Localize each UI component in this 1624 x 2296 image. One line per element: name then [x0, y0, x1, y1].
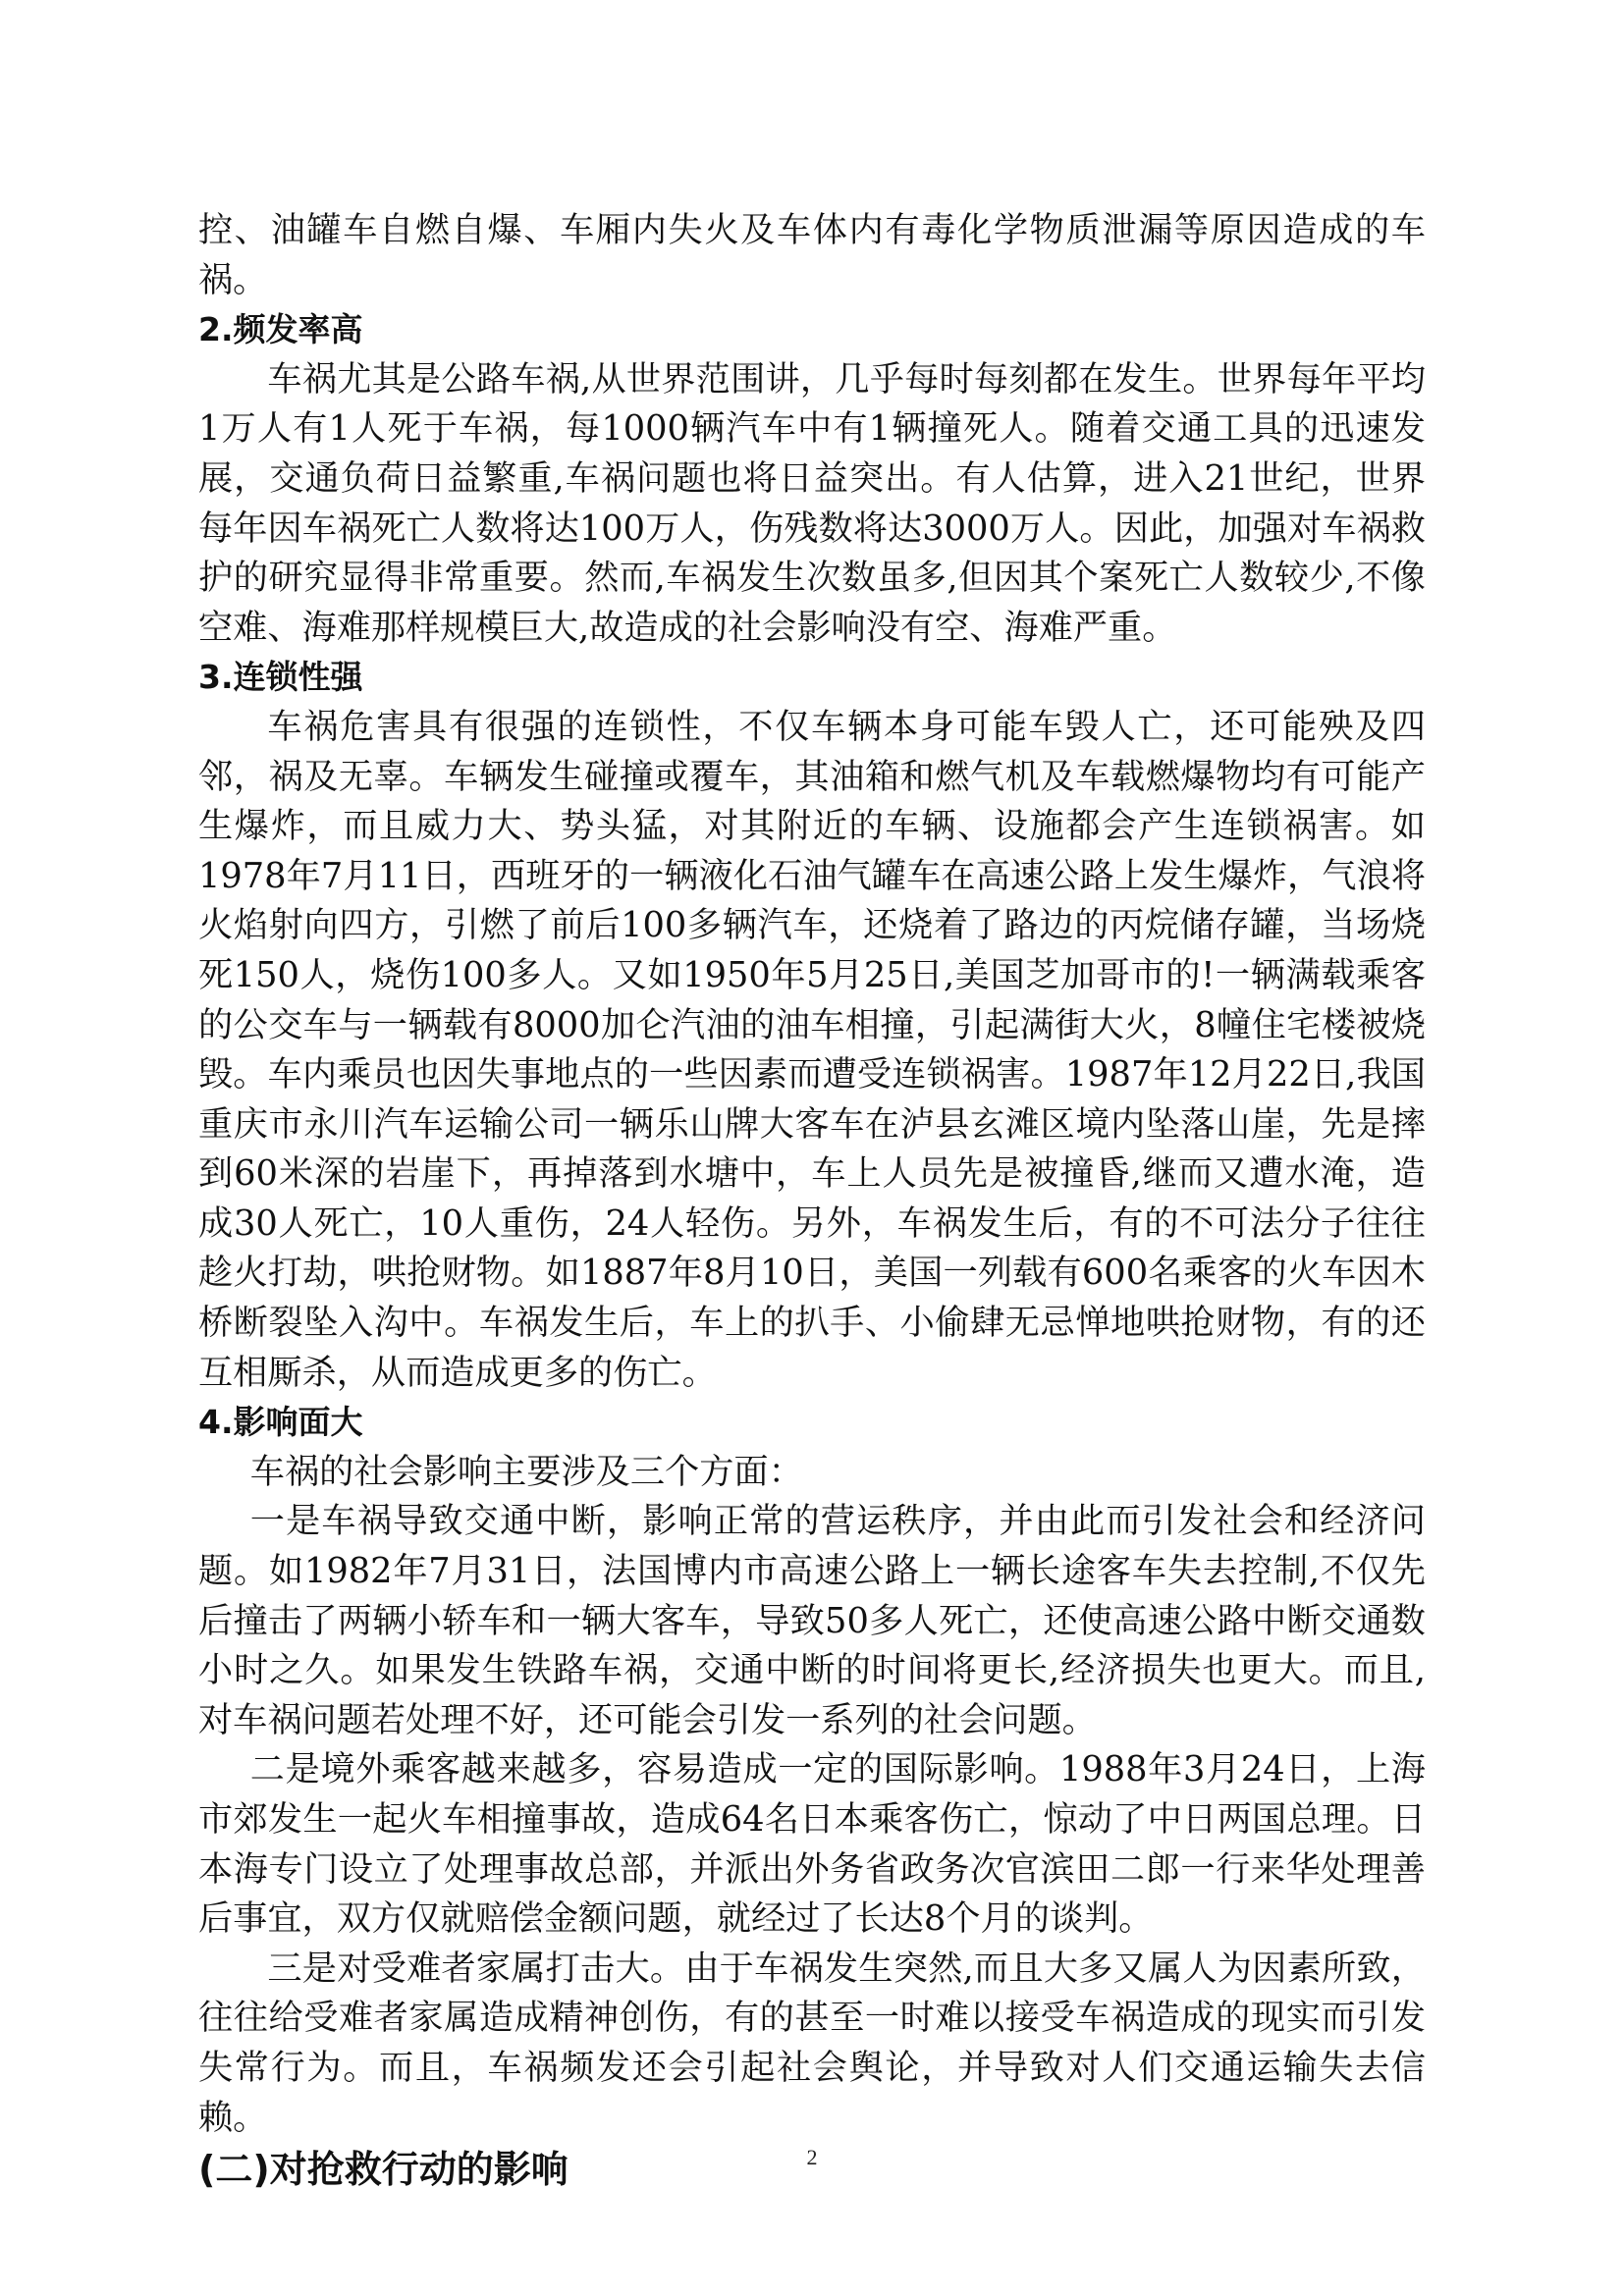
section-heading-chain-effect: 3.连锁性强	[198, 658, 363, 697]
paragraph-chain-effect: 车祸危害具有很强的连锁性，不仅车辆本身可能车毁人亡，还可能殃及四邻，祸及无辜。车辆发生碰撞或覆车，其油箱和燃气机及车载燃爆物均有可能产生爆炸，而且威力大、势头猛，对其附近的车辆、设施都会产生连锁祸害。如1978年7月11日，西班牙的一辆液化石油气罐车在高速公路上发生爆炸，气浪将火焰射向四方，引燃了前后100多辆汽车，还烧着了路边的丙烷储存罐，当场烧死150人，烧伤100多人。又如1950年5月25日,美国芝加哥市的!一辆满载乘客的公交车与一辆载有8000加仑汽油的油车相撞，引起满街大火，8幢住宅楼被烧毁。车内乘员也因失事地点的一些因素而遭受连锁祸害。1987年12月22日,我国重庆市永川汽车运输公司一辆乐山牌大客车在泸县玄滩区境内坠落山崖，先是摔到60米深的岩崖下，再掉落到水塘中，车上人员先是被撞昏,继而又遭水淹，造成30人死亡，10人重伤，24人轻伤。另外，车祸发生后，有的不可法分子往往趁火打劫，哄抢财物。如1887年8月10日，美国一列载有600名乘客的火车因木桥断裂坠入沟中。车祸发生后，车上的扒手、小偷肆无忌惮地哄抢财物，有的还互相厮杀，从而造成更多的伤亡。	[198, 706, 1426, 1393]
paragraph-impact-second: 二是境外乘客越来越多，容易造成一定的国际影响。1988年3月24日，上海市郊发生一起火车相撞事故，造成64名日本乘客伤亡，惊动了中日两国总理。日本海专门设立了处理事故总部，并派出外务省政务次官滨田二郎一行来华处理善后事宜，双方仅就赔偿金额问题，就经过了长达8个月的谈判。	[198, 1749, 1426, 1940]
paragraph-impact-first: 一是车祸导致交通中断，影响正常的营运秩序，并由此而引发社会和经济问题。如1982年7月31日，法国博内市高速公路上一辆长途客车失去控制,不仅先后撞击了两辆小轿车和一辆大客车，导致50多人死亡，还使高速公路中断交通数小时之久。如果发生铁路车祸，交通中断的时间将更长,经济损失也更大。而且,对车祸问题若处理不好，还可能会引发一系列的社会问题。	[198, 1501, 1426, 1740]
continuation-paragraph: 控、油罐车自燃自爆、车厢内失火及车体内有毒化学物质泄漏等原因造成的车祸。	[198, 210, 1426, 300]
section-heading-wide-impact: 4.影响面大	[198, 1403, 363, 1442]
section-heading-frequency: 2.频发率高	[198, 310, 363, 349]
paragraph-frequency: 车祸尤其是公路车祸,从世界范围讲，几乎每时每刻都在发生。世界每年平均1万人有1人死于车祸，每1000辆汽车中有1辆撞死人。随着交通工具的迅速发展，交通负荷日益繁重,车祸问题也将日益突出。有人估算，进入21世纪，世界每年因车祸死亡人数将达100万人，伤残数将达3000万人。因此，加强对车祸救护的研究显得非常重要。然而,车祸发生次数虽多,但因其个案死亡人数较少,不像空难、海难那样规模巨大,故造成的社会影响没有空、海难严重。	[198, 358, 1426, 648]
paragraph-impact-third: 三是对受难者家属打击大。由于车祸发生突然,而且大多又属人为因素所致，往往给受难者家属造成精神创伤，有的甚至一时难以接受车祸造成的现实而引发失常行为。而且，车祸频发还会引起社会舆论，并导致对人们交通运输失去信赖。	[198, 1948, 1426, 2138]
page-number: 2	[806, 2145, 818, 2169]
paragraph-impact-intro: 车祸的社会影响主要涉及三个方面：	[249, 1451, 803, 1492]
page-body	[198, 206, 1426, 2196]
subsection-heading-rescue: (二)对抢救行动的影响	[198, 2148, 568, 2192]
